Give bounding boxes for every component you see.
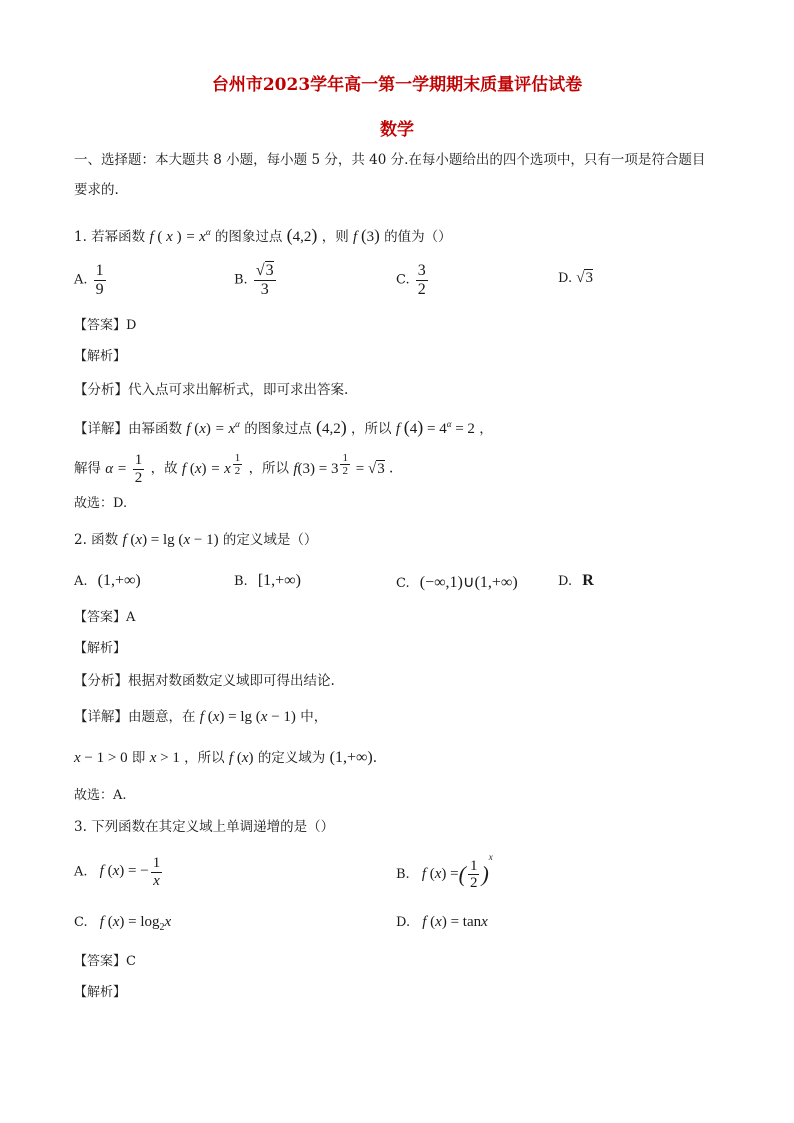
q2-option-c-value: (−∞,1)∪(1,+∞) xyxy=(419,574,518,591)
section-heading-line-1: 一、选择题：本大题共 8 小题，每小题 5 分，共 40 分.在每小题给出的四个选项中，只有一项是符合题目 xyxy=(74,152,706,168)
q2-answer: 【答案】A xyxy=(74,610,136,625)
q2-option-a-value: (1,+∞) xyxy=(97,572,141,589)
q1-f3: f (3) xyxy=(353,226,380,245)
q1-solve: 解得 α = $\frac{1}{2}$ ，故 f (x) = x $^{\frac{1}{2}}$ ，所以 f(3) = 3 $^{\frac{1}{2}}$ = √3 . xyxy=(74,452,394,486)
q1-option-a-value: $\frac{1}{9}$ xyxy=(95,262,104,298)
q1-fenxi: 【分析】代入点可求出解析式，即可求出答案. xyxy=(74,382,349,398)
q3-stem: 3. 下列函数在其定义域上单调递增的是（） xyxy=(74,819,335,835)
q1-stem: 1. 若幂函数 f ( x ) = $x^\alpha$ 的图象过点 (4,2) ，则 f (3) 的值为（） xyxy=(74,225,452,245)
q2-function-formula: f (x) = lg (x − 1) xyxy=(122,532,219,548)
q2-option-b: B. [1,+∞) xyxy=(234,572,301,589)
q1-answer: 【答案】D xyxy=(74,318,137,333)
q1-option-d: D. √3 xyxy=(558,270,593,286)
q1-choose: 故选：D. xyxy=(74,496,128,511)
q3-option-a: A. f (x) = − $\frac{1}{x}$ xyxy=(74,855,164,889)
q3-option-d: D. f (x) = tanx xyxy=(396,914,488,930)
q2-option-a: A. (1,+∞) xyxy=(74,572,141,589)
q3-analysis-heading: 【解析】 xyxy=(74,985,127,1000)
q2-analysis-heading: 【解析】 xyxy=(74,641,127,656)
q2-option-b-value: [1,+∞) xyxy=(257,572,301,589)
q3-option-b-value: f (x) =( $\frac{1}{2}$ )$^x$ xyxy=(421,852,493,892)
q3-option-c-value: f $(x) = \log_2x$ xyxy=(99,914,172,933)
q1-option-d-value: √3 xyxy=(576,270,593,286)
q1-option-b: B. $\frac{√3}{3}$ xyxy=(234,262,274,298)
q1-option-c-value: $\frac{3}{2}$ xyxy=(417,262,426,298)
q3-option-c: C. f $(x) = \log_2x$ xyxy=(74,914,172,933)
q3-option-a-value: f (x) = − $\frac{1}{x}$ xyxy=(99,855,161,889)
q1-analysis-heading: 【解析】 xyxy=(74,349,127,364)
q1-option-a: A. $\frac{1}{9}$ xyxy=(74,262,104,298)
q2-choose: 故选：A. xyxy=(74,788,127,803)
q3-answer: 【答案】C xyxy=(74,954,136,969)
q3-option-d-value: f (x) = tanx xyxy=(422,914,488,930)
q3-option-b: B. f (x) =( $\frac{1}{2}$ )$^x$ xyxy=(396,852,493,892)
q1-point: (4,2) xyxy=(286,225,318,245)
q1-detail: 【详解】由幂函数 f $(x) = x^\alpha$ 的图象过点 (4,2) ，所以 f $(4) = 4^\alpha = 2$ ， xyxy=(74,417,493,437)
q1-option-c: C. $\frac{3}{2}$ xyxy=(396,262,426,298)
q2-option-d: D. R xyxy=(558,572,594,589)
q2-domain-line: x − 1 > 0 即 x > 1 ，所以 f (x) 的定义域为 (1,+∞). xyxy=(74,749,377,766)
q1-function-formula: f ( x ) = $x^\alpha$ xyxy=(149,227,211,245)
q2-stem: 2. 函数 f (x) = lg (x − 1) 的定义域是（） xyxy=(74,532,318,548)
q1-option-b-value: $\frac{√3}{3}$ xyxy=(255,262,274,298)
subject-title: 数学 xyxy=(380,120,414,140)
exam-title: 台州市2023学年高一第一学期期末质量评估试卷 xyxy=(211,75,583,95)
q2-option-d-value: R xyxy=(582,572,594,589)
q2-fenxi: 【分析】根据对数函数定义域即可得出结论. xyxy=(74,673,335,689)
q2-option-c: C. (−∞,1)∪(1,+∞) xyxy=(396,574,518,591)
section-heading-line-2: 要求的. xyxy=(74,182,119,198)
q2-detail: 【详解】由题意，在 f (x) = lg (x − 1) 中， xyxy=(74,709,328,725)
